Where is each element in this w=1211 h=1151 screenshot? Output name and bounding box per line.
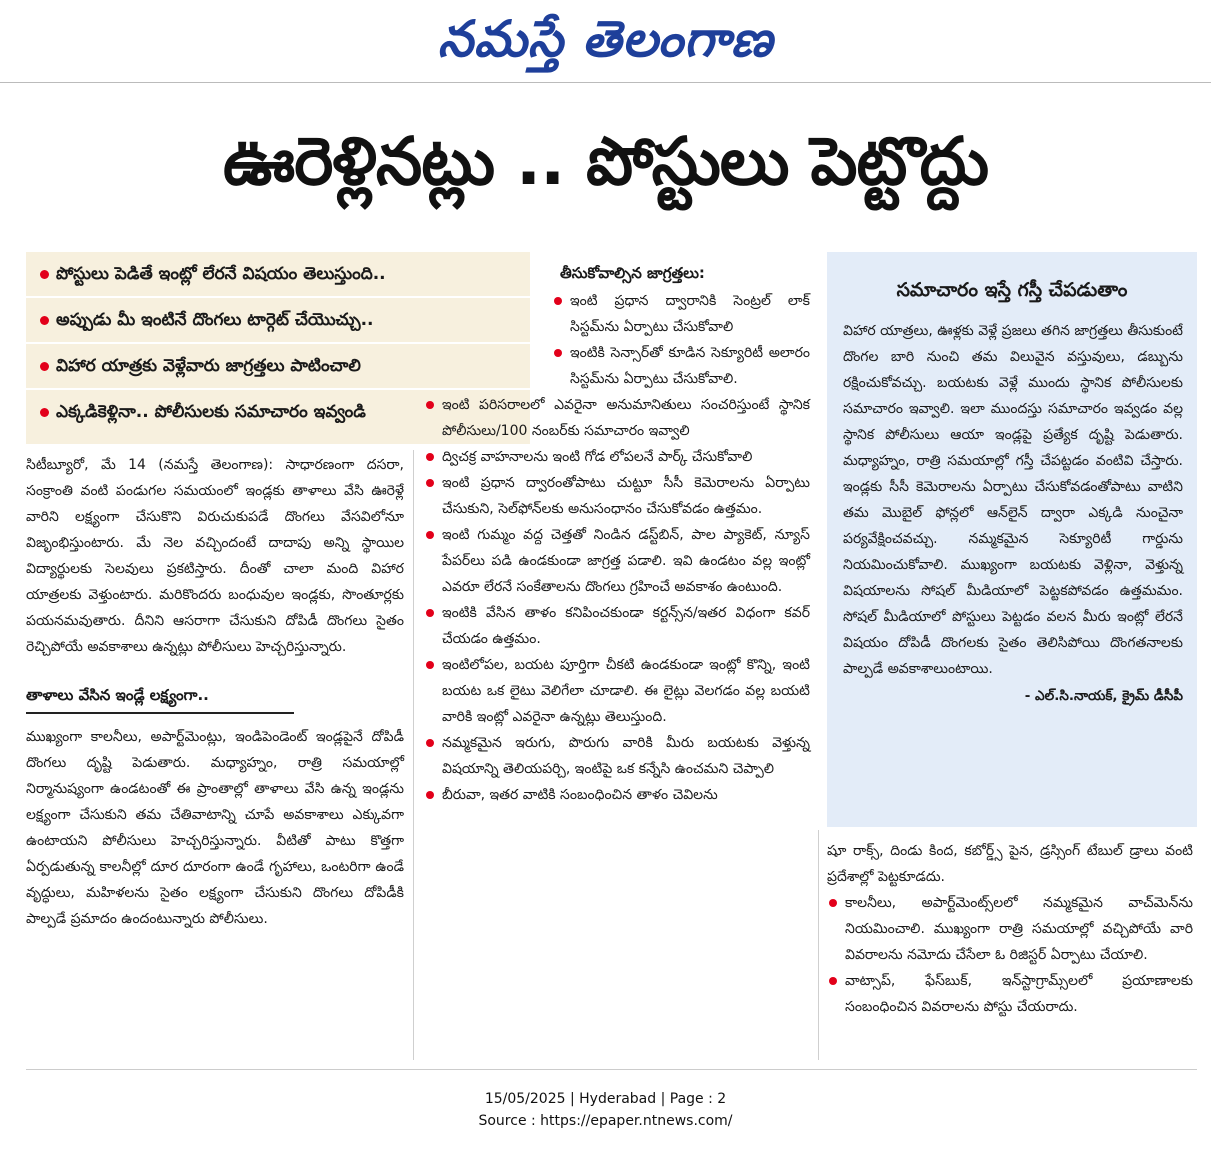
bottom-divider bbox=[26, 1069, 1197, 1070]
bullet-icon bbox=[426, 479, 434, 487]
masthead-logo bbox=[0, 4, 1211, 74]
top-divider bbox=[0, 82, 1211, 83]
bullet-icon bbox=[426, 661, 434, 669]
highlight-text: ఎక్కడికెళ్లినా.. పోలీసులకు సమాచారం ఇవ్వండి bbox=[56, 402, 366, 422]
subhead-underline bbox=[26, 712, 294, 714]
precautions-top bbox=[424, 288, 810, 392]
list-item: కాలనీలు, అపార్ట్‌మెంట్స్‌లలో నమ్మకమైన వాచ్‌మెన్‌ను నియమించాలి. ముఖ్యంగా రాత్రి సమయాల్లో వచ్చిపోయే వారి వివరాలను నమోదు చేసేలా ఓ రిజిస్టర్ ఏర్పాటు చేయాలి. bbox=[827, 890, 1193, 968]
headline: ఊరెళ్లినట్లు .. పోస్టులు పెట్టొద్దు bbox=[222, 123, 989, 200]
bullet-icon bbox=[829, 899, 837, 907]
list-item: ఇంటి గుమ్మం వద్ద చెత్తతో నిండిన డస్ట్‌బిన్, పాల ప్యాకెట్, న్యూస్ పేపర్‌లు పడి ఉండకుండా జాగ్రత్త పడాలి. ఇవి ఉండటం వల్ల ఇంట్లో ఎవరూ లేరనే సంకేతాలను దొంగలు గ్రహించే అవకాశం ఉంటుంది. bbox=[424, 522, 810, 600]
masthead-title: నమస్తే తెలంగాణ bbox=[437, 9, 774, 68]
precautions-subhead: తీసుకోవాల్సిన జాగ్రత్తలు: bbox=[560, 264, 705, 282]
bullet-icon bbox=[40, 408, 49, 417]
column-divider bbox=[413, 450, 414, 1060]
section-subhead: తాళాలు వేసిన ఇండ్లే లక్ష్యంగా.. bbox=[26, 686, 209, 704]
list-item: ఇంటి ప్రధాన ద్వారంతోపాటు చుట్టూ సీసీ కెమెరాలను ఏర్పాటు చేసుకుని, సెల్‌ఫోన్‌లకు అనుసంధానం చేసుకోవడం ఉత్తమం. bbox=[424, 470, 810, 522]
article-column-2 bbox=[424, 258, 810, 808]
bullet-icon bbox=[426, 609, 434, 617]
list-item: బీరువా, ఇతర వాటికి సంబంధించిన తాళం చెవిలను bbox=[424, 782, 810, 808]
list-item: ఇంటి పరిసరాలలో ఎవరైనా అనుమానితులు సంచరిస్తుంటే స్థానిక పోలీసులు/100 నంబర్‌కు సమాచారం ఇవ్వాలి bbox=[424, 392, 810, 444]
article-intro: సిటీబ్యూరో, మే 14 (నమస్తే తెలంగాణ): సాధారణంగా దసరా, సంక్రాంతి వంటి పండుగల సమయంలో ఇండ్లకు తాళాలు వేసి ఊరెళ్లే వారిని లక్ష్యంగా చేసుకొని విరుచుకుపడే దొంగలు వేసవిలోనూ విజృంభిస్తుంటారు. మే నెల వచ్చిందంటే దాదాపు అన్ని స్థాయిల విద్యార్థులకు సెలవులు ప్రకటిస్తారు. దీంతో చాలా మంది విహార యాత్రలకు వెళ్తుంటారు. మరికొందరు బంధువుల ఇండ్లకు, సొంతూర్లకు పయనమవుతారు. దీనిని ఆసరాగా చేసుకుని దోపిడీ దొంగలు సైతం రెచ్చిపోయే అవకాశాలు ఉన్నట్లు పోలీసులు హెచ్చరిస్తున్నారు. bbox=[26, 457, 404, 655]
list-item: ఇంటి ప్రధాన ద్వారానికి సెంట్రల్ లాక్ సిస్టమ్‌ను ఏర్పాటు చేసుకోవాలి bbox=[552, 288, 810, 340]
highlight-text: అప్పుడు మీ ఇంటినే దొంగలు టార్గెట్ చేయొచ్చు.. bbox=[56, 310, 374, 330]
highlight-text: విహార యాత్రకు వెళ్లేవారు జాగ్రత్తలు పాటించాలి bbox=[56, 356, 361, 376]
continued-text: షూ రాక్స్, దిండు కింద, కబోర్డ్స్ పైన, డ్రస్సింగ్ టేబుల్ డ్రాలు వంటి ప్రదేశాల్లో పెట్టకూడదు. bbox=[827, 843, 1193, 885]
bullet-icon bbox=[554, 349, 562, 357]
footer-source: Source : https://epaper.ntnews.com/ bbox=[478, 1113, 733, 1129]
article-column-1 bbox=[26, 452, 404, 932]
footer-dateline: 15/05/2025 | Hyderabad | Page : 2 bbox=[484, 1091, 727, 1107]
bullet-icon bbox=[426, 453, 434, 461]
highlight-text: పోస్టులు పెడితే ఇంట్లో లేరనే విషయం తెలుస్తుంది.. bbox=[56, 264, 386, 284]
list-item: ఇంటికి సెన్సార్‌తో కూడిన సెక్యూరిటీ అలారం సిస్టమ్‌ను ఏర్పాటు చేసుకోవాలి. bbox=[552, 340, 810, 392]
quote-sidebox bbox=[827, 252, 1197, 827]
list-item: ద్విచక్ర వాహనాలను ఇంటి గోడ లోపలనే పార్క్ చేసుకోవాలి bbox=[424, 444, 810, 470]
bullet-icon bbox=[40, 362, 49, 371]
list-item: వాట్సాప్, ఫేస్‌బుక్, ఇన్‌స్టాగ్రామ్స్‌లలో ప్రయాణాలకు సంబంధించిన వివరాలను పోస్టు చేయరాదు. bbox=[827, 968, 1193, 1020]
page-footer bbox=[0, 1088, 1211, 1132]
list-item: ఇంటిలోపల, బయట పూర్తిగా చీకటి ఉండకుండా ఇంట్లో కొన్ని, ఇంటి బయట ఒక లైటు వెలిగేలా చూడాలి. ఈ లైట్లు వెలగడం వల్ల బయటి వారికి ఇంట్లో ఎవరైనా ఉన్నట్లు తెలుస్తుంది. bbox=[424, 652, 810, 730]
column-divider bbox=[818, 830, 819, 1060]
article-column-3 bbox=[827, 838, 1193, 1020]
bullet-icon bbox=[40, 316, 49, 325]
bullet-icon bbox=[829, 977, 837, 985]
bullet-icon bbox=[40, 270, 49, 279]
bullet-icon bbox=[554, 297, 562, 305]
article-body: ముఖ్యంగా కాలనీలు, అపార్ట్‌మెంట్లు, ఇండిపెండెంట్ ఇండ్లపైనే దోపిడీ దొంగలు దృష్టి పెడుతారు. మధ్యాహ్నం, రాత్రి సమయాల్లో నిర్మానుష్యంగా ఉండటంతో ఈ ప్రాంతాల్లో తాళాలు వేసి ఉన్న ఇండ్లను లక్ష్యంగా చేసుకుని తమ చేతివాటాన్ని చూపే అవకాశాలు ఎక్కువగా ఉంటాయని పోలీసులు హెచ్చరిస్తున్నారు. వీటితో పాటు కొత్తగా ఏర్పడుతున్న కాలనీల్లో దూర దూరంగా ఉండే గృహాలు, ఒంటరిగా ఉండే వృద్ధులు, మహిళలను సైతం లక్ష్యంగా చేసుకుని దొంగలు దోపిడీకి పాల్పడే ప్రమాదం ఉందంటున్నారు పోలీసులు. bbox=[26, 729, 404, 927]
list-item: నమ్మకమైన ఇరుగు, పొరుగు వారికి మీరు బయటకు వెళ్తున్న విషయాన్ని తెలియపర్చి, ఇంటిపై ఒక కన్నేసి ఉంచమని చెప్పాలి bbox=[424, 730, 810, 782]
sidebox-body: విహార యాత్రలు, ఊళ్లకు వెళ్లే ప్రజలు తగిన జాగ్రత్తలు తీసుకుంటే దొంగల బారి నుంచి తమ విలువైన వస్తువులు, డబ్బును రక్షించుకోవచ్చు. బయటకు వెళ్లే ముందు స్థానిక పోలీసులకు సమాచారం ఇవ్వాలి. ఇలా ముందస్తు సమాచారం ఇవ్వడం వల్ల స్థానిక పోలీసులు ఆయా ఇండ్లపై ప్రత్యేక దృష్టి పెడుతారు. మధ్యాహ్నం, రాత్రి సమయాల్లో గస్తీ చేపట్టడం వంటివి చేస్తారు. ఇండ్లకు సీసీ కెమెరాలను ఏర్పాటు చేసుకోవడంతోపాటు వాటిని తమ మొబైల్ ఫోన్లలో ఆన్‌లైన్ ద్వారా ఎక్కడి నుంచైనా పర్యవేక్షించవచ్చు. నమ్మకమైన సెక్యూరిటీ గార్డును నియమించుకోవాలి. ముఖ్యంగా బయటకు వెళ్లినా, వెళ్తున్న విషయాలను సోషల్ మీడియాలో పెట్టకపోవడం ఉత్తమమం. సోషల్ మీడియాలో పోస్టులు పెట్టడం వలన మీరు ఇంట్లో లేరనే విషయం దోపిడీ దొంగలకు సైతం తెలిసిపోయి దొంగతనాలకు పాల్పడే అవకాశాలుంటాయి. bbox=[843, 323, 1183, 677]
sidebox-signature: - ఎల్.సి.నాయక్, క్రైమ్ డీసీపీ bbox=[1024, 688, 1183, 704]
bullet-icon bbox=[426, 739, 434, 747]
bullet-icon bbox=[426, 531, 434, 539]
bullet-icon bbox=[426, 791, 434, 799]
bullet-icon bbox=[426, 401, 434, 409]
sidebox-title: సమాచారం ఇస్తే గస్తీ చేపడుతాం bbox=[896, 279, 1128, 301]
list-item: ఇంటికి వేసిన తాళం కనిపించకుండా కర్టన్స్‌న/ఇతర విధంగా కవర్ చేయడం ఉత్తమం. bbox=[424, 600, 810, 652]
